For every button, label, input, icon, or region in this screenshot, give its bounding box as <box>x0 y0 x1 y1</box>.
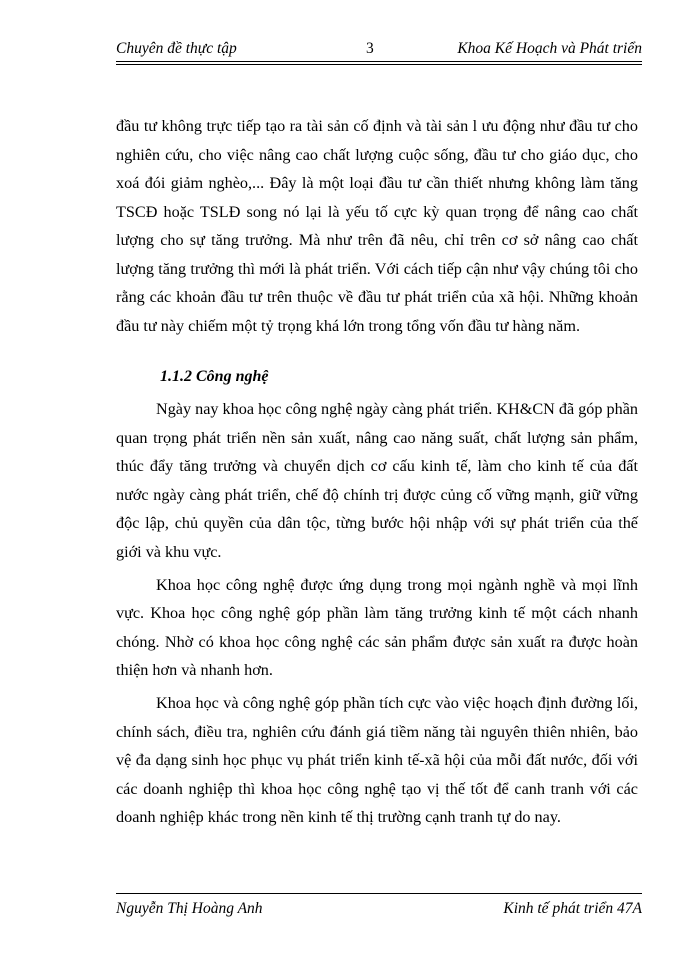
intro-paragraph: đầu tư không trực tiếp tạo ra tài sản cố định và tài sản l ưu động như đầu tư cho nghiên cứu, cho việc nâng cao chất lượng cuộc sống, đầu tư cho giáo dục, cho xoá đói giảm nghèo,... Đây là một loại đầu tư cần thiết nhưng không làm tăng TSCĐ hoặc TSLĐ song nó lại là yếu tố cực kỳ quan trọng để nâng cao chất lượng cho sự tăng trưởng. Mà như trên đã nêu, chỉ trên cơ sở nâng cao chất lượng tăng trưởng thì mới là phát triển. Với cách tiếp cận như vậy chúng tôi cho rằng các khoản đầu tư trên thuộc về đầu tư phát triển của xã hội. Những khoản đầu tư này chiếm một tỷ trọng khá lớn trong tổng vốn đầu tư hàng năm. <box>116 117 638 335</box>
header-rule-thin <box>116 64 642 65</box>
footer-rule <box>116 893 642 894</box>
header-title: Chuyên đề thực tập <box>116 40 237 57</box>
header-rule <box>116 61 642 62</box>
footer-author: Nguyễn Thị Hoàng Anh <box>116 900 263 917</box>
intro-text <box>116 112 638 340</box>
header-department: Khoa Kế Hoạch và Phát triển <box>457 40 642 57</box>
paragraph: Khoa học công nghệ được ứng dụng trong mọi ngành nghề và mọi lĩnh vực. Khoa học công nghệ góp phần làm tăng trưởng kinh tế một cách nhanh chóng. Nhờ có khoa học công nghệ các sản phẩm được sản xuất ra được hoàn thiện hơn và nhanh hơn. <box>116 575 638 679</box>
paragraph: Ngày nay khoa học công nghệ ngày càng phát triển. KH&CN đã góp phần quan trọng phát triển nền sản xuất, nâng cao năng suất, chất lượng sản phẩm, thúc đẩy tăng trưởng và chuyển dịch cơ cấu kinh tế, làm cho kinh tế của đất nước ngày càng phát triển, chế độ chính trị được củng cố vững mạnh, giữ vững độc lập, chủ quyền của dân tộc, từng bước hội nhập với sự phát triển của thế giới và khu vực. <box>116 400 638 561</box>
paragraph: Khoa học và công nghệ góp phần tích cực vào việc hoạch định đường lối, chính sách, điều tra, nghiên cứu đánh giá tiềm năng tài nguyên thiên nhiên, bảo vệ đa dạng sinh học phục vụ phát triển kinh tế-xã hội của mỗi đất nước, đối với các doanh nghiệp thì khoa học công nghệ tạo vị thế tốt để canh tranh với các doanh nghiệp khác trong nền kinh tế thị trường cạnh tranh tự do nay. <box>116 694 638 826</box>
section-heading: 1.1.2 Công nghệ <box>160 368 269 385</box>
section-body <box>116 395 638 836</box>
page-header <box>116 36 642 60</box>
header-page-number: 3 <box>366 40 374 57</box>
footer-class: Kinh tế phát triển 47A <box>503 900 642 917</box>
